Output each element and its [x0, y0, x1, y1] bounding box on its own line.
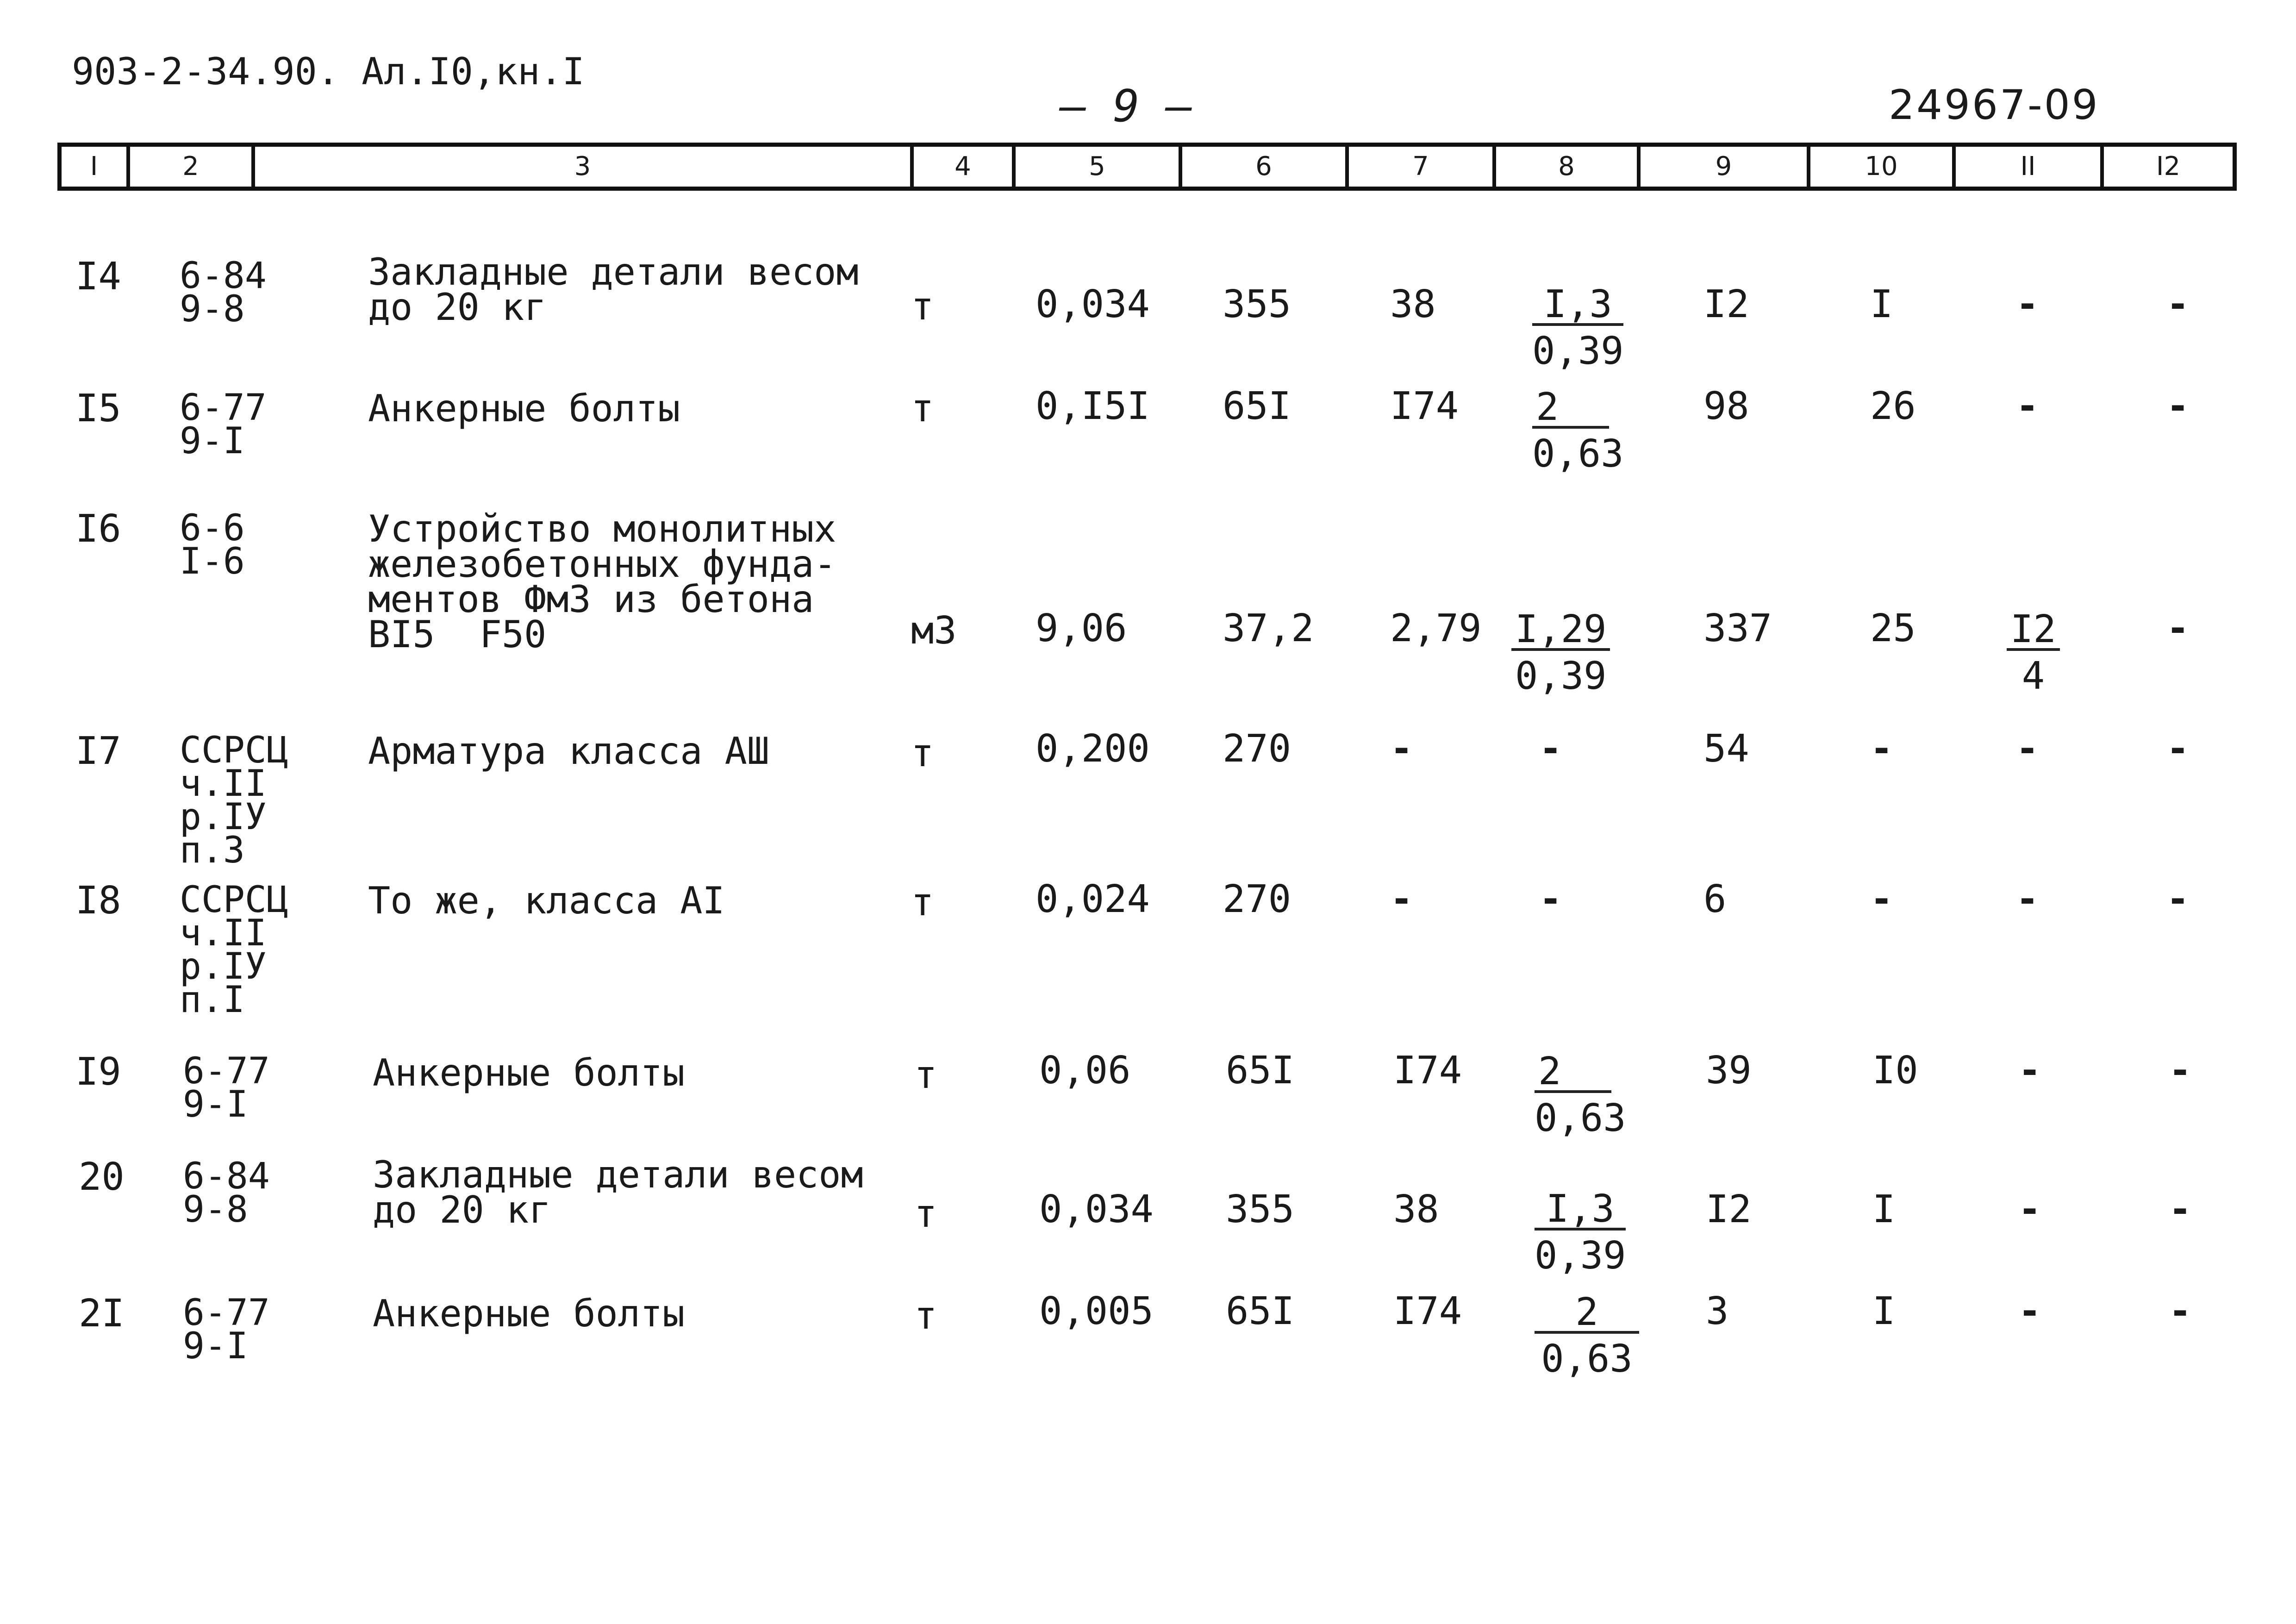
- norm-code: 6-77 9-I: [183, 1050, 270, 1125]
- col-8-fraction: [1535, 1049, 1626, 1144]
- col-8-fraction: [1535, 1290, 1639, 1385]
- norm-code: ССРСЦ ч.II р.IУ п.I: [180, 879, 288, 1021]
- col-10-value: -: [1870, 727, 1893, 771]
- fraction-numerator: 2: [1535, 1294, 1639, 1334]
- col-12-value: -: [2169, 1049, 2192, 1093]
- fraction-numerator: I,29: [1511, 611, 1610, 651]
- unit: т: [914, 1192, 937, 1236]
- fraction-denominator: 0,39: [1535, 1234, 1626, 1278]
- col-12-value: -: [2166, 384, 2190, 428]
- col-10-value: -: [1870, 877, 1893, 921]
- col-7-value: 2,79: [1390, 606, 1482, 650]
- col-7-value: I74: [1393, 1289, 1462, 1333]
- col-10-value: I: [1872, 1289, 1896, 1333]
- column-header-10: 10: [1807, 147, 1952, 187]
- work-name: Анкерные болты: [373, 1292, 685, 1335]
- col-6-value: 65I: [1223, 384, 1292, 428]
- row-number: I6: [75, 507, 121, 551]
- quantity: 0,005: [1039, 1289, 1154, 1333]
- row-number: I8: [75, 879, 121, 923]
- unit: т: [914, 1294, 937, 1338]
- fraction-numerator: I2: [2007, 611, 2060, 651]
- row-number: I7: [75, 729, 121, 773]
- col-8-fraction: [1511, 607, 1610, 702]
- column-header-7: 7: [1345, 147, 1492, 187]
- col-12-value: -: [2166, 606, 2190, 650]
- work-name: Анкерные болты: [368, 387, 680, 430]
- quantity: 9,06: [1036, 606, 1127, 650]
- work-name: То же, класса АI: [368, 879, 725, 922]
- col-10-value: I0: [1872, 1049, 1918, 1093]
- row-number: 20: [79, 1155, 125, 1199]
- quantity: 0,200: [1036, 727, 1150, 771]
- col-6-value: 65I: [1226, 1049, 1295, 1093]
- col-6-value: 270: [1223, 727, 1292, 771]
- row-number: I4: [75, 255, 121, 299]
- col-12-value: -: [2166, 727, 2190, 771]
- column-header-2: 2: [126, 147, 251, 187]
- col-7-value: I74: [1390, 384, 1459, 428]
- col-9-value: 98: [1703, 384, 1749, 428]
- fraction-numerator: I,3: [1535, 1191, 1626, 1230]
- column-header-11: II: [1952, 147, 2100, 187]
- col-8-fraction: [1532, 385, 1624, 480]
- col-11-value: -: [2018, 1049, 2041, 1093]
- unit: т: [911, 387, 934, 431]
- col-6-value: 37,2: [1223, 606, 1314, 650]
- col-7-value: -: [1390, 877, 1413, 921]
- fraction-denominator: 0,63: [1541, 1337, 1633, 1381]
- col-9-value: 6: [1703, 877, 1727, 921]
- fraction-numerator: 2: [1532, 389, 1609, 429]
- row-number: I5: [75, 387, 121, 431]
- unit: м3: [911, 609, 957, 653]
- column-header-row: [57, 143, 2237, 191]
- col-6-value: 355: [1226, 1187, 1295, 1231]
- row-number: I9: [75, 1050, 121, 1094]
- col-10-value: 26: [1870, 384, 1916, 428]
- col-7-value: 38: [1390, 282, 1436, 326]
- col-11-value: -: [2018, 1289, 2041, 1333]
- unit: т: [911, 881, 934, 924]
- fraction-denominator: 0,39: [1532, 329, 1624, 373]
- work-name: Закладные детали весом до 20 кг: [373, 1153, 863, 1231]
- col-10-value: I: [1870, 282, 1893, 326]
- column-header-8: 8: [1492, 147, 1637, 187]
- work-name: Устройство монолитных железобетонных фунда- ментов ФмЗ из бетона BI5 F50: [368, 507, 836, 656]
- fraction-numerator: I,3: [1532, 286, 1623, 326]
- quantity: 0,06: [1039, 1049, 1131, 1093]
- document-code: 24967-09: [1889, 81, 2100, 129]
- col-11-fraction: [2007, 607, 2060, 702]
- fraction-numerator: 2: [1535, 1053, 1611, 1093]
- col-11-value: -: [2018, 1187, 2041, 1231]
- unit: т: [911, 731, 934, 775]
- quantity: 0,034: [1039, 1187, 1154, 1231]
- col-8-fraction: [1535, 1187, 1626, 1281]
- col-11-value: -: [2016, 727, 2039, 771]
- column-header-1: I: [90, 151, 98, 181]
- page-number: — 9 —: [1060, 81, 1192, 132]
- fraction-denominator: 0,39: [1515, 654, 1607, 698]
- col-9-value: 39: [1706, 1049, 1752, 1093]
- row-number: 2I: [79, 1292, 125, 1336]
- work-name: Анкерные болты: [373, 1051, 685, 1094]
- quantity: 0,I5I: [1036, 384, 1150, 428]
- col-12-value: -: [2166, 877, 2190, 921]
- norm-code: ССРСЦ ч.II р.IУ п.3: [180, 730, 288, 871]
- col-7-value: 38: [1393, 1187, 1439, 1231]
- column-header-6: 6: [1179, 147, 1345, 187]
- col-10-value: 25: [1870, 606, 1916, 650]
- norm-code: 6-6 I-6: [180, 507, 245, 582]
- fraction-denominator: 0,63: [1535, 1096, 1626, 1140]
- col-6-value: 270: [1223, 877, 1292, 921]
- fraction-denominator: 4: [2021, 654, 2045, 698]
- col-9-value: I2: [1703, 282, 1749, 326]
- col-12-value: -: [2169, 1289, 2192, 1333]
- work-name: Арматура класса АШ: [368, 730, 769, 773]
- norm-code: 6-84 9-8: [183, 1156, 270, 1230]
- col-12-value: -: [2169, 1187, 2192, 1231]
- column-header-3: 3: [251, 147, 910, 187]
- unit: т: [911, 285, 934, 329]
- col-10-value: I: [1872, 1187, 1896, 1231]
- col-9-value: I2: [1706, 1187, 1752, 1231]
- col-9-value: 3: [1706, 1289, 1729, 1333]
- col-8-fraction: [1532, 282, 1624, 377]
- col-9-value: 54: [1703, 727, 1749, 771]
- column-header-9: 9: [1637, 147, 1807, 187]
- col-11-value: -: [2016, 384, 2039, 428]
- document-reference: 903-2-34.90. Ал.I0,кн.I: [72, 50, 585, 93]
- quantity: 0,034: [1036, 282, 1150, 326]
- col-9-value: 337: [1703, 606, 1772, 650]
- column-header-12: I2: [2100, 147, 2233, 187]
- col-8-value: -: [1539, 877, 1562, 921]
- col-7-value: I74: [1393, 1049, 1462, 1093]
- work-name: Закладные детали весом до 20 кг: [368, 250, 859, 329]
- col-11-value: -: [2016, 877, 2039, 921]
- column-header-5: 5: [1012, 147, 1179, 187]
- col-12-value: -: [2166, 282, 2190, 326]
- col-7-value: -: [1390, 727, 1413, 771]
- norm-code: 6-77 9-I: [180, 387, 267, 462]
- col-6-value: 65I: [1226, 1289, 1295, 1333]
- col-6-value: 355: [1223, 282, 1292, 326]
- unit: т: [914, 1053, 937, 1097]
- fraction-denominator: 0,63: [1532, 432, 1624, 476]
- col-8-value: -: [1539, 727, 1562, 771]
- norm-code: 6-77 9-I: [183, 1292, 270, 1367]
- norm-code: 6-84 9-8: [180, 255, 267, 330]
- column-header-4: 4: [910, 147, 1012, 187]
- quantity: 0,024: [1036, 877, 1150, 921]
- col-11-value: -: [2016, 282, 2039, 326]
